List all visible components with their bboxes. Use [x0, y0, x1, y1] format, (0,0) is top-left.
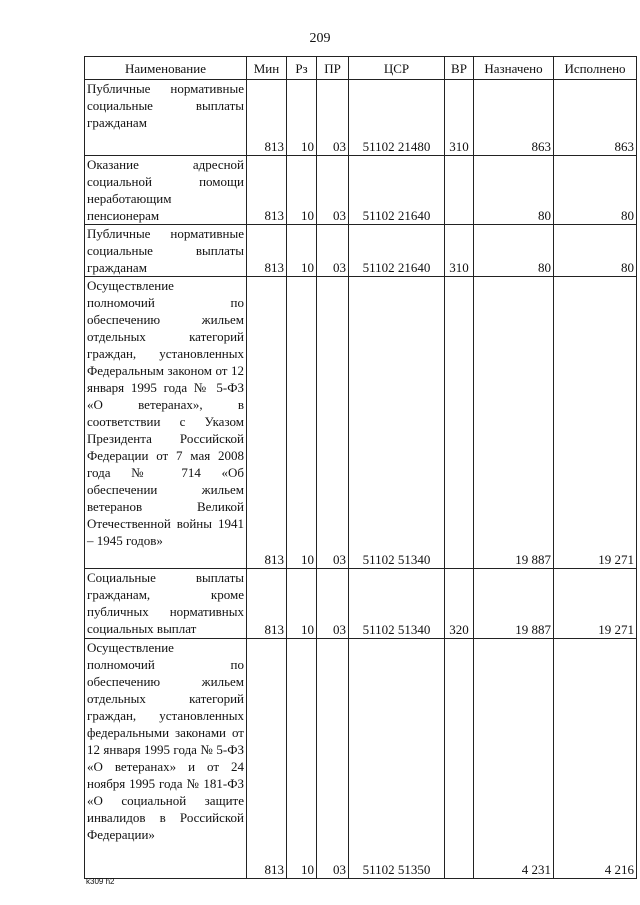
row-vr — [445, 156, 474, 225]
row-vr: 310 — [445, 225, 474, 277]
row-pr: 03 — [317, 225, 349, 277]
row-rz: 10 — [287, 639, 317, 879]
row-assigned: 4 231 — [474, 639, 554, 879]
row-vr — [445, 639, 474, 879]
row-rz: 10 — [287, 277, 317, 569]
budget-table — [84, 56, 637, 879]
row-min: 813 — [247, 569, 287, 639]
row-name: Публичные нормативные социальные выплаты гражданам — [85, 80, 247, 156]
header-csr: ЦСР — [349, 57, 445, 80]
table-row — [85, 277, 637, 569]
row-csr: 51102 21640 — [349, 156, 445, 225]
table-row — [85, 569, 637, 639]
row-rz: 10 — [287, 225, 317, 277]
row-csr: 51102 21640 — [349, 225, 445, 277]
header-assigned: Назначено — [474, 57, 554, 80]
header-pr: ПР — [317, 57, 349, 80]
row-pr: 03 — [317, 569, 349, 639]
row-rz: 10 — [287, 80, 317, 156]
table-row — [85, 225, 637, 277]
row-executed: 80 — [554, 225, 637, 277]
row-min: 813 — [247, 639, 287, 879]
row-assigned: 19 887 — [474, 277, 554, 569]
header-rz: Рз — [287, 57, 317, 80]
row-rz: 10 — [287, 569, 317, 639]
row-pr: 03 — [317, 80, 349, 156]
row-vr: 310 — [445, 80, 474, 156]
table-row — [85, 639, 637, 879]
row-vr — [445, 277, 474, 569]
row-name: Социальные выплаты гражданам, кроме публичных нормативных социальных выплат — [85, 569, 247, 639]
table-row — [85, 156, 637, 225]
header-min: Мин — [247, 57, 287, 80]
row-assigned: 80 — [474, 225, 554, 277]
footer-code: k309 h2 — [86, 877, 115, 886]
row-min: 813 — [247, 156, 287, 225]
row-pr: 03 — [317, 156, 349, 225]
header-name: Наименование — [85, 57, 247, 80]
row-csr: 51102 51340 — [349, 569, 445, 639]
header-executed: Исполнено — [554, 57, 637, 80]
row-executed: 19 271 — [554, 277, 637, 569]
row-pr: 03 — [317, 277, 349, 569]
row-min: 813 — [247, 80, 287, 156]
page-number: 209 — [309, 31, 331, 46]
row-name: Оказание адресной социальной помощи неработающим пенсионерам — [85, 156, 247, 225]
row-rz: 10 — [287, 156, 317, 225]
row-csr: 51102 51350 — [349, 639, 445, 879]
row-csr: 51102 51340 — [349, 277, 445, 569]
row-name: Осуществление полномочий по обеспечению жильем отдельных категорий граждан, установленных Федеральным законом от 12 января 1995 года № 5-ФЗ «О ветеранах», в соответствии с Указом Президента Российской Федерации от 7 мая 2008 года № 714 «Об обеспечении жильем ветеранов Великой Отечественной войны 1941 – 1945 годов» — [85, 277, 247, 569]
row-min: 813 — [247, 277, 287, 569]
row-executed: 4 216 — [554, 639, 637, 879]
row-executed: 80 — [554, 156, 637, 225]
header-row — [85, 57, 637, 80]
row-min: 813 — [247, 225, 287, 277]
row-assigned: 80 — [474, 156, 554, 225]
row-executed: 19 271 — [554, 569, 637, 639]
row-assigned: 19 887 — [474, 569, 554, 639]
row-name: Осуществление полномочий по обеспечению жильем отдельных категорий граждан, установленных федеральными законами от 12 января 1995 года № 5-ФЗ «О ветеранах» и от 24 ноября 1995 года № 181-ФЗ «О социальной защите инвалидов в Российской Федерации» — [85, 639, 247, 879]
table-row — [85, 80, 637, 156]
row-csr: 51102 21480 — [349, 80, 445, 156]
row-name: Публичные нормативные социальные выплаты гражданам — [85, 225, 247, 277]
row-vr: 320 — [445, 569, 474, 639]
row-executed: 863 — [554, 80, 637, 156]
row-assigned: 863 — [474, 80, 554, 156]
header-vr: ВР — [445, 57, 474, 80]
row-pr: 03 — [317, 639, 349, 879]
